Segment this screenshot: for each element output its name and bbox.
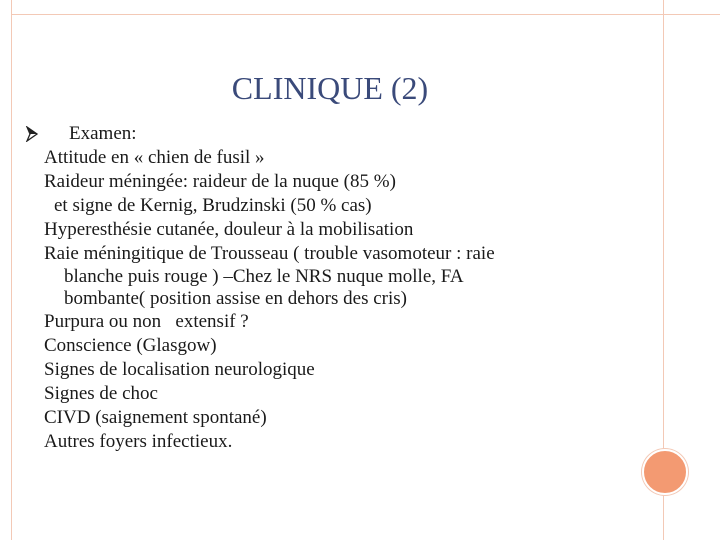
content-line: Autres foyers infectieux. [44,431,233,452]
content-line: Raie méningitique de Trousseau ( trouble vasomoteur : raie [44,243,495,264]
bullet-heading: Examen: [69,123,137,144]
bullet-item-examen [44,122,634,146]
content-line: bombante( position assise en dehors des cris) [64,288,407,309]
content-line: Hyperesthésie cutanée, douleur à la mobilisation [44,219,414,240]
content-line: blanche puis rouge ) –Chez le NRS nuque molle, FA [64,266,464,287]
frame-line-top [11,14,720,15]
frame-line-right-upper [663,0,664,454]
content-line: Attitude en « chien de fusil » [44,147,265,168]
arrow-bullet-icon [25,126,39,142]
content-line: Signes de choc [44,383,158,404]
slide-content [44,122,634,454]
content-line: Raideur méningée: raideur de la nuque (85 %) [44,171,396,192]
content-line: Purpura ou non extensif ? [44,311,249,332]
content-line: Signes de localisation neurologique [44,359,315,380]
content-line: CIVD (saignement spontané) [44,407,267,428]
content-line: Conscience (Glasgow) [44,335,217,356]
content-line: et signe de Kernig, Brudzinski (50 % cas) [54,195,372,216]
frame-line-left [11,0,12,540]
slide-title: CLINIQUE (2) [231,70,429,106]
accent-dot [642,449,688,495]
